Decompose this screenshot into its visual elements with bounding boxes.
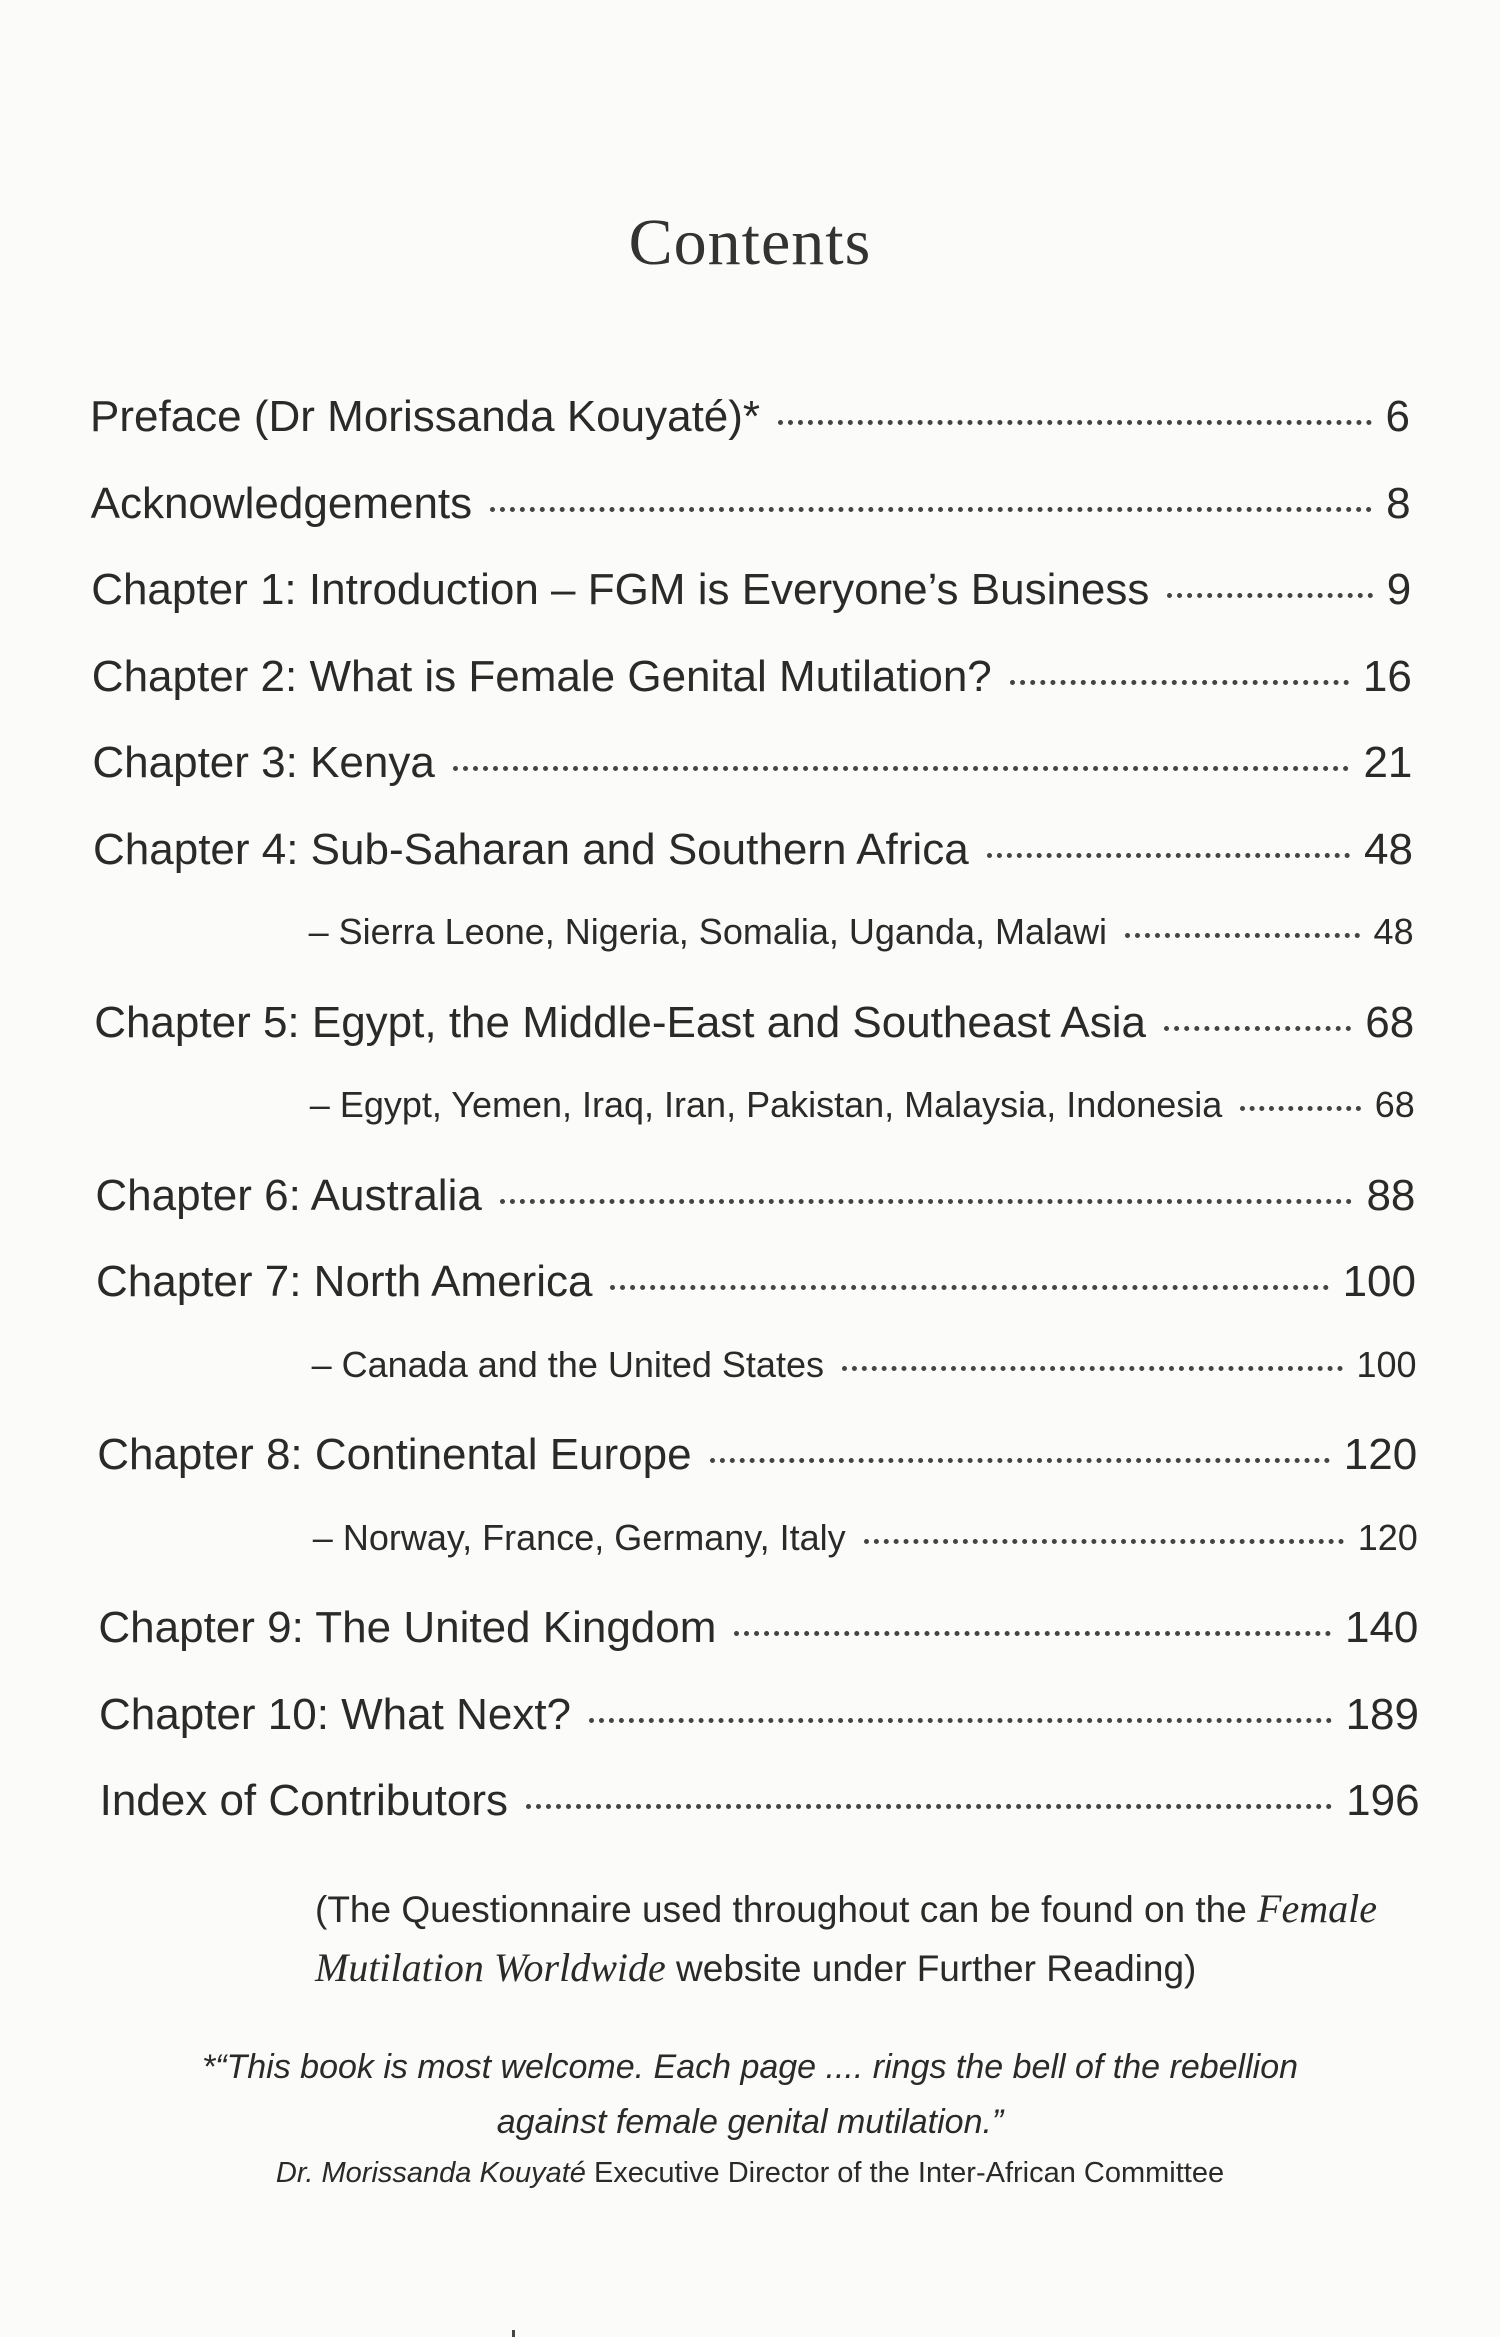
toc-page-number: 8 (1386, 478, 1411, 528)
toc-entry (99, 1689, 1419, 1739)
scan-speck (512, 2330, 515, 2337)
toc-label: – Canada and the United States (311, 1343, 824, 1385)
toc-label: – Norway, France, Germany, Italy (312, 1516, 846, 1558)
toc-label: Chapter 5: Egypt, the Middle-East and Southeast Asia (94, 997, 1146, 1047)
toc-entry (95, 1170, 1416, 1220)
toc-leader-dots (1167, 593, 1372, 598)
toc-label: Preface (Dr Morissanda Kouyaté)* (90, 392, 761, 441)
toc-entry (93, 824, 1413, 874)
toc-leader-dots (842, 1366, 1343, 1371)
toc-leader-dots (734, 1631, 1331, 1636)
note-website-name: Female Mutilation Worldwide (315, 1886, 1378, 1990)
toc-page-number: 68 (1374, 1084, 1415, 1125)
quote-line-1: *“This book is most welcome. Each page .... rings the bell of the rebellion (201, 2048, 1299, 2086)
toc-leader-dots (589, 1718, 1332, 1723)
toc-entry (90, 392, 1410, 441)
toc-page-number: 88 (1366, 1170, 1416, 1220)
toc-page-number: 189 (1345, 1689, 1419, 1739)
toc-entry (96, 1257, 1416, 1306)
toc-label: Chapter 2: What is Female Genital Mutilation? (91, 651, 992, 701)
toc-label: Chapter 9: The United Kingdom (98, 1603, 717, 1652)
toc-leader-dots (1164, 1026, 1351, 1031)
toc-leader-dots (526, 1804, 1332, 1809)
toc-leader-dots (453, 766, 1350, 771)
toc-page-number: 48 (1364, 824, 1413, 874)
toc-entry (98, 1603, 1419, 1652)
toc-page-number: 21 (1363, 738, 1413, 787)
toc-entry (91, 651, 1412, 701)
quote-line-2: against female genital mutilation.” (496, 2103, 1004, 2141)
quote-attribution (0, 2157, 1500, 2190)
toc-page-number: 9 (1386, 565, 1412, 614)
toc-entry (90, 478, 1411, 528)
toc-page-number: 6 (1385, 392, 1410, 441)
toc-leader-dots (778, 420, 1371, 425)
page-title: Contents (628, 206, 872, 279)
toc-label: Chapter 3: Kenya (92, 738, 435, 787)
toc-leader-dots (987, 853, 1350, 858)
toc-page-number: 100 (1356, 1343, 1417, 1385)
toc-label: Index of Contributors (99, 1776, 509, 1825)
toc-entry (97, 1430, 1418, 1479)
toc-label: Chapter 8: Continental Europe (97, 1430, 692, 1479)
toc-page-number: 16 (1362, 651, 1412, 701)
toc-leader-dots (1125, 933, 1360, 938)
toc-label: Chapter 6: Australia (95, 1170, 482, 1220)
toc-label: – Sierra Leone, Nigeria, Somalia, Uganda, Malawi (308, 911, 1108, 952)
toc-page-number: 140 (1344, 1603, 1419, 1652)
toc-entry (92, 738, 1413, 787)
toc-page-number: 68 (1365, 997, 1415, 1047)
note-text-after: website under Further Reading) (665, 1948, 1197, 1989)
toc-label: Chapter 7: North America (96, 1257, 593, 1306)
toc-page-number: 100 (1342, 1257, 1416, 1306)
toc-label: Chapter 1: Introduction – FGM is Everyone’s Business (91, 565, 1150, 614)
toc-subentry (309, 1084, 1415, 1125)
attribution-role: Executive Director of the Inter-African Committee (585, 2157, 1225, 2189)
toc-leader-dots (500, 1199, 1353, 1204)
toc-entry (91, 565, 1412, 614)
toc-subentry (308, 911, 1414, 952)
toc-leader-dots (1240, 1106, 1360, 1111)
toc-page-number: 120 (1343, 1430, 1418, 1479)
toc-page-number: 48 (1373, 911, 1414, 952)
toc-page-number: 196 (1346, 1776, 1420, 1825)
questionnaire-note (315, 1880, 1405, 1998)
note-text-before: (The Questionnaire used throughout can be found on the (315, 1889, 1258, 1930)
toc-leader-dots (710, 1458, 1330, 1463)
toc-label: – Egypt, Yemen, Iraq, Iran, Pakistan, Malaysia, Indonesia (309, 1084, 1223, 1125)
toc-page-number: 120 (1357, 1516, 1418, 1558)
attribution-name: Dr. Morissanda Kouyaté (275, 2157, 586, 2189)
toc-label: Chapter 4: Sub-Saharan and Southern Africa (93, 824, 969, 874)
toc-subentry (311, 1343, 1417, 1385)
toc-leader-dots (1010, 680, 1349, 685)
toc-entry (99, 1776, 1420, 1825)
toc-label: Chapter 10: What Next? (99, 1689, 572, 1739)
toc-leader-dots (610, 1285, 1328, 1290)
toc-leader-dots (864, 1539, 1344, 1544)
toc-subentry (312, 1516, 1418, 1558)
toc-leader-dots (490, 507, 1372, 512)
toc-entry (94, 997, 1415, 1047)
endorsement-quote (0, 2040, 1500, 2150)
toc-label: Acknowledgements (90, 478, 473, 528)
